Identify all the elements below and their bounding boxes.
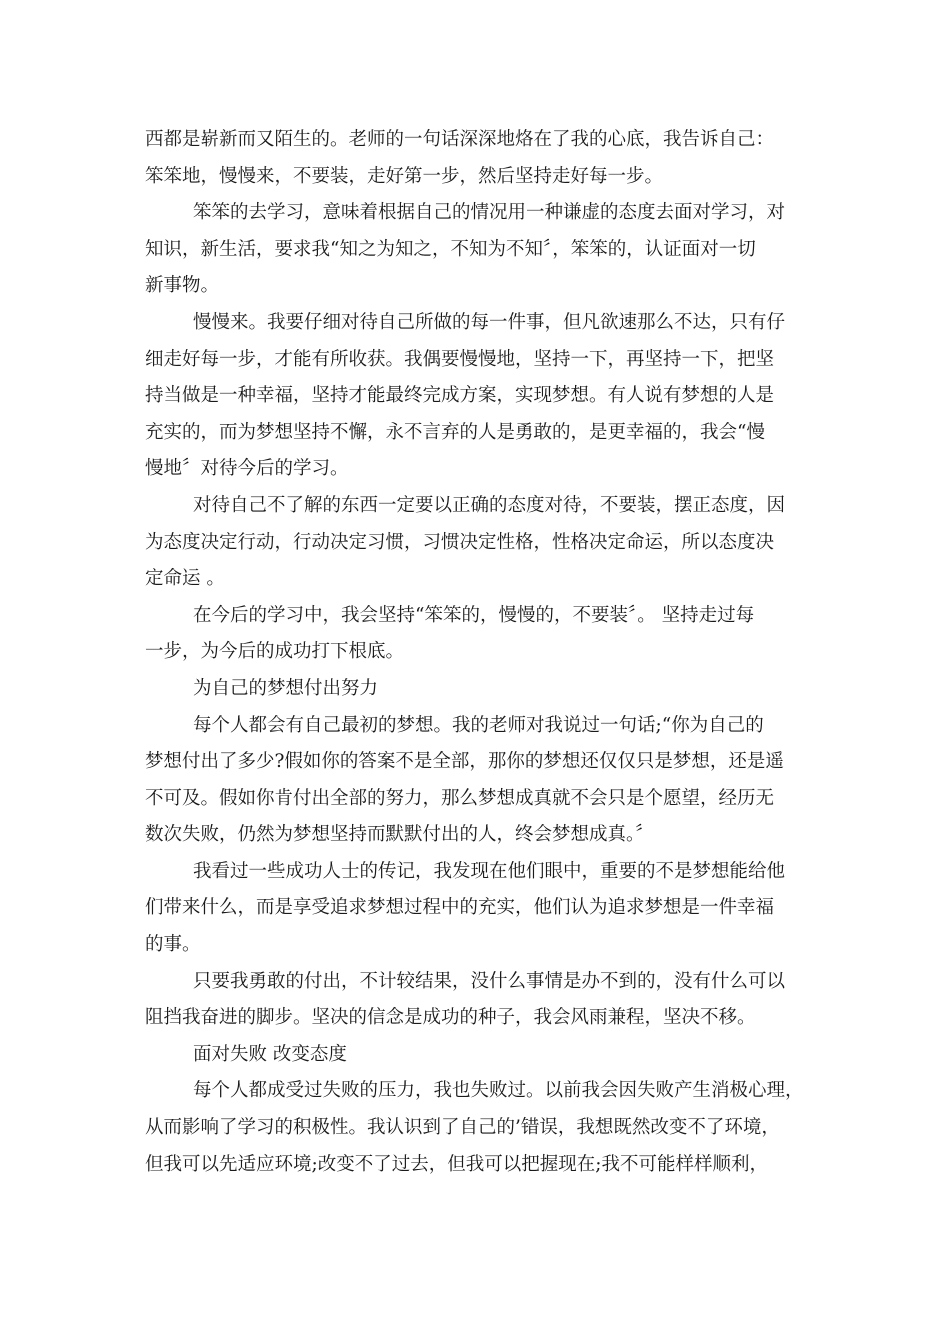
text-line: 阻挡我奋进的脚步。坚决的信念是成功的种子，我会风雨兼程，坚决不移。: [145, 1007, 756, 1029]
text-line: 从而影响了学习的积极性。我认识到了自己的’错误，我想既然改变不了环境，: [145, 1117, 780, 1139]
text-line: 只要我勇敢的付出，不计较结果，没什么事情是办不到的，没有什么可以: [193, 970, 786, 992]
text-line: 一步，为今后的成功打下根底。: [145, 641, 405, 663]
text-line: 西都是崭新而又陌生的。老师的一句话深深地烙在了我的心底，我告诉自己：: [145, 129, 775, 150]
text-line: 不可及。假如你肯付出全部的努力，那么梦想成真就不会只是个愿望，经历无: [145, 787, 775, 809]
text-line: 对待自己不了解的东西一定要以正确的态度对待，不要装，摆正态度，因: [193, 494, 786, 516]
text-line: 为态度决定行动，行动决定习惯，习惯决定性格，性格决定命运，所以态度决: [145, 531, 775, 553]
text-line: 的事。: [145, 934, 201, 956]
text-line: 们带来什么，而是享受追求梦想过程中的充实，他们认为追求梦想是一件幸福: [145, 897, 775, 919]
text-line: 知识，新生活，要求我“知之为知之，不知为不知〞，笨笨的，认证面对一切: [145, 238, 756, 260]
text-line: 为自己的梦想付出努力: [193, 677, 379, 699]
text-line: 笨笨的去学习，意味着根据自己的情况用一种谦虚的态度去面对学习，对: [193, 202, 786, 224]
text-line: 持当做是一种幸福，坚持才能最终完成方案，实现梦想。有人说有梦想的人是: [145, 385, 775, 407]
text-line: 面对失败 改变态度: [193, 1043, 347, 1065]
text-line: 在今后的学习中，我会坚持“笨笨的，慢慢的，不要装〞。 坚持走过每: [193, 604, 755, 626]
text-line: 充实的，而为梦想坚持不懈，永不言弃的人是勇敢的，是更幸福的，我会“慢: [145, 421, 765, 443]
text-line: 细走好每一步，才能有所收获。我偶要慢慢地，坚持一下，再坚持一下，把坚: [145, 348, 775, 370]
text-line: 慢地〞对待今后的学习。: [145, 458, 349, 480]
text-line: 但我可以先适应环境;改变不了过去，但我可以把握现在;我不可能样样顺利，: [145, 1153, 768, 1175]
text-line: 慢慢来。我要仔细对待自己所做的每一件事，但凡欲速那么不达，只有仔: [193, 311, 786, 333]
text-line: 梦想付出了多少?假如你的答案不是全部，那你的梦想还仅仅只是梦想，还是遥: [145, 751, 784, 773]
text-line: 数次失败，仍然为梦想坚持而默默付出的人，终会梦想成真。〞: [145, 824, 654, 846]
text-line: 每个人都成受过失败的压力，我也失败过。以前我会因失败产生消极心理，: [193, 1080, 804, 1102]
text-line: 每个人都会有自己最初的梦想。我的老师对我说过一句话;“你为自己的: [193, 714, 764, 736]
text-line: 新事物。: [145, 275, 220, 297]
text-line: 我看过一些成功人士的传记，我发现在他们眼中，重要的不是梦想能给他: [193, 860, 786, 882]
text-line: 定命运 。: [145, 568, 225, 590]
document-body: [145, 122, 815, 1183]
text-line: 笨笨地，慢慢来，不要装，走好第一步，然后坚持走好每一步。: [145, 165, 664, 187]
